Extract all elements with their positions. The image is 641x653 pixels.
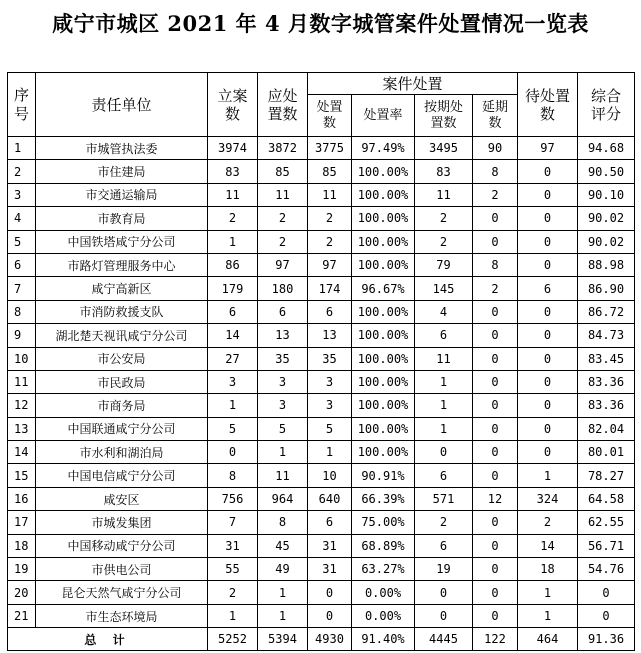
total-score: 91.36 xyxy=(578,628,635,651)
cell-filed: 83 xyxy=(208,160,258,183)
cell-filed: 756 xyxy=(208,487,258,510)
cell-handled: 10 xyxy=(308,464,352,487)
cell-due: 11 xyxy=(258,464,308,487)
cell-due: 35 xyxy=(258,347,308,370)
cell-delayed: 90 xyxy=(473,137,518,160)
cell-seq: 19 xyxy=(8,558,36,581)
cell-handled: 11 xyxy=(308,183,352,206)
cell-handled: 1 xyxy=(308,441,352,464)
cell-delayed: 12 xyxy=(473,487,518,510)
cell-filed: 3 xyxy=(208,370,258,393)
cell-filed: 86 xyxy=(208,253,258,276)
cell-unit: 咸安区 xyxy=(36,487,208,510)
cell-unit: 中国铁塔咸宁分公司 xyxy=(36,230,208,253)
cell-handled: 85 xyxy=(308,160,352,183)
cell-rate: 68.89% xyxy=(352,534,415,557)
cell-delayed: 0 xyxy=(473,581,518,604)
table-row xyxy=(8,347,635,370)
cell-score: 62.55 xyxy=(578,511,635,534)
cell-pending: 97 xyxy=(518,137,578,160)
cell-score: 0 xyxy=(578,581,635,604)
cell-pending: 2 xyxy=(518,511,578,534)
cell-delayed: 2 xyxy=(473,277,518,300)
cell-score: 90.50 xyxy=(578,160,635,183)
total-filed: 5252 xyxy=(208,628,258,651)
cell-rate: 97.49% xyxy=(352,137,415,160)
cell-handled: 3775 xyxy=(308,137,352,160)
cell-filed: 55 xyxy=(208,558,258,581)
cell-ontime: 0 xyxy=(415,441,473,464)
cell-handled: 3 xyxy=(308,370,352,393)
cell-ontime: 6 xyxy=(415,324,473,347)
cell-unit: 市交通运输局 xyxy=(36,183,208,206)
cell-delayed: 0 xyxy=(473,464,518,487)
cell-handled: 174 xyxy=(308,277,352,300)
cell-ontime: 19 xyxy=(415,558,473,581)
cell-seq: 2 xyxy=(8,160,36,183)
cell-ontime: 4 xyxy=(415,300,473,323)
cell-ontime: 0 xyxy=(415,604,473,627)
cell-filed: 1 xyxy=(208,230,258,253)
cell-unit: 市路灯管理服务中心 xyxy=(36,253,208,276)
cell-filed: 27 xyxy=(208,347,258,370)
cell-ontime: 79 xyxy=(415,253,473,276)
table-row xyxy=(8,558,635,581)
cell-score: 80.01 xyxy=(578,441,635,464)
cell-due: 13 xyxy=(258,324,308,347)
header-due: 应处置数 xyxy=(258,73,308,137)
cell-rate: 0.00% xyxy=(352,581,415,604)
header-ontime: 按期处置数 xyxy=(415,95,473,137)
cell-unit: 中国移动咸宁分公司 xyxy=(36,534,208,557)
cell-due: 49 xyxy=(258,558,308,581)
cell-unit: 市生态环境局 xyxy=(36,604,208,627)
cell-rate: 100.00% xyxy=(352,441,415,464)
cell-ontime: 11 xyxy=(415,183,473,206)
cell-delayed: 0 xyxy=(473,324,518,347)
cell-handled: 2 xyxy=(308,230,352,253)
cell-seq: 18 xyxy=(8,534,36,557)
cell-pending: 0 xyxy=(518,324,578,347)
cell-unit: 市住建局 xyxy=(36,160,208,183)
header-handled: 处置数 xyxy=(308,95,352,137)
cell-due: 2 xyxy=(258,230,308,253)
cell-seq: 10 xyxy=(8,347,36,370)
cell-rate: 100.00% xyxy=(352,207,415,230)
cell-unit: 市商务局 xyxy=(36,394,208,417)
cell-score: 90.02 xyxy=(578,230,635,253)
cell-seq: 4 xyxy=(8,207,36,230)
cell-pending: 0 xyxy=(518,417,578,440)
cell-filed: 14 xyxy=(208,324,258,347)
cell-delayed: 0 xyxy=(473,207,518,230)
table-row xyxy=(8,534,635,557)
total-delayed: 122 xyxy=(473,628,518,651)
cell-pending: 0 xyxy=(518,253,578,276)
cell-unit: 市水利和湖泊局 xyxy=(36,441,208,464)
cell-filed: 8 xyxy=(208,464,258,487)
cell-delayed: 0 xyxy=(473,441,518,464)
cell-unit: 咸宁高新区 xyxy=(36,277,208,300)
cell-pending: 0 xyxy=(518,230,578,253)
header-score: 综合评分 xyxy=(578,73,635,137)
cell-rate: 100.00% xyxy=(352,253,415,276)
cell-pending: 1 xyxy=(518,604,578,627)
table-row xyxy=(8,604,635,627)
cell-rate: 100.00% xyxy=(352,417,415,440)
cell-unit: 市供电公司 xyxy=(36,558,208,581)
total-rate: 91.40% xyxy=(352,628,415,651)
table-row xyxy=(8,417,635,440)
total-handled: 4930 xyxy=(308,628,352,651)
total-label: 总 计 xyxy=(8,628,208,651)
cell-delayed: 0 xyxy=(473,417,518,440)
cell-ontime: 0 xyxy=(415,581,473,604)
cell-filed: 2 xyxy=(208,207,258,230)
cell-rate: 63.27% xyxy=(352,558,415,581)
cell-handled: 640 xyxy=(308,487,352,510)
cell-delayed: 8 xyxy=(473,253,518,276)
cell-delayed: 0 xyxy=(473,230,518,253)
cell-seq: 6 xyxy=(8,253,36,276)
case-table xyxy=(7,72,635,651)
cell-pending: 0 xyxy=(518,300,578,323)
cell-handled: 0 xyxy=(308,604,352,627)
cell-due: 5 xyxy=(258,417,308,440)
cell-rate: 100.00% xyxy=(352,230,415,253)
table-row xyxy=(8,441,635,464)
cell-pending: 0 xyxy=(518,441,578,464)
cell-seq: 17 xyxy=(8,511,36,534)
total-ontime: 4445 xyxy=(415,628,473,651)
cell-score: 84.73 xyxy=(578,324,635,347)
cell-delayed: 8 xyxy=(473,160,518,183)
page-title: 咸宁市城区 2021 年 4 月数字城管案件处置情况一览表 xyxy=(52,11,589,36)
table-row xyxy=(8,324,635,347)
cell-handled: 13 xyxy=(308,324,352,347)
table-row xyxy=(8,207,635,230)
cell-pending: 0 xyxy=(518,394,578,417)
cell-score: 90.02 xyxy=(578,207,635,230)
cell-rate: 0.00% xyxy=(352,604,415,627)
cell-handled: 31 xyxy=(308,534,352,557)
cell-score: 54.76 xyxy=(578,558,635,581)
cell-rate: 100.00% xyxy=(352,324,415,347)
cell-due: 964 xyxy=(258,487,308,510)
header-seq: 序号 xyxy=(8,73,36,137)
cell-seq: 20 xyxy=(8,581,36,604)
cell-pending: 0 xyxy=(518,370,578,393)
header-filed: 立案数 xyxy=(208,73,258,137)
cell-unit: 昆仑天然气咸宁分公司 xyxy=(36,581,208,604)
table-row xyxy=(8,253,635,276)
cell-delayed: 0 xyxy=(473,370,518,393)
header-rate: 处置率 xyxy=(352,95,415,137)
cell-delayed: 0 xyxy=(473,604,518,627)
total-due: 5394 xyxy=(258,628,308,651)
cell-pending: 0 xyxy=(518,207,578,230)
cell-pending: 1 xyxy=(518,464,578,487)
cell-seq: 9 xyxy=(8,324,36,347)
table-row xyxy=(8,300,635,323)
cell-score: 78.27 xyxy=(578,464,635,487)
cell-filed: 11 xyxy=(208,183,258,206)
cell-rate: 100.00% xyxy=(352,183,415,206)
cell-filed: 1 xyxy=(208,604,258,627)
cell-ontime: 3495 xyxy=(415,137,473,160)
cell-unit: 中国电信咸宁分公司 xyxy=(36,464,208,487)
cell-score: 86.72 xyxy=(578,300,635,323)
cell-rate: 100.00% xyxy=(352,370,415,393)
cell-rate: 75.00% xyxy=(352,511,415,534)
cell-delayed: 2 xyxy=(473,183,518,206)
cell-ontime: 6 xyxy=(415,464,473,487)
cell-score: 90.10 xyxy=(578,183,635,206)
cell-filed: 1 xyxy=(208,394,258,417)
cell-ontime: 1 xyxy=(415,370,473,393)
cell-filed: 2 xyxy=(208,581,258,604)
table-row xyxy=(8,511,635,534)
cell-score: 56.71 xyxy=(578,534,635,557)
cell-ontime: 1 xyxy=(415,417,473,440)
cell-score: 64.58 xyxy=(578,487,635,510)
cell-handled: 6 xyxy=(308,511,352,534)
cell-score: 83.45 xyxy=(578,347,635,370)
header-group: 案件处置 xyxy=(308,73,518,95)
cell-score: 86.90 xyxy=(578,277,635,300)
cell-filed: 6 xyxy=(208,300,258,323)
cell-filed: 31 xyxy=(208,534,258,557)
cell-handled: 3 xyxy=(308,394,352,417)
table-row xyxy=(8,137,635,160)
cell-pending: 1 xyxy=(518,581,578,604)
cell-filed: 3974 xyxy=(208,137,258,160)
cell-delayed: 0 xyxy=(473,511,518,534)
cell-due: 2 xyxy=(258,207,308,230)
cell-delayed: 0 xyxy=(473,347,518,370)
cell-rate: 66.39% xyxy=(352,487,415,510)
cell-rate: 90.91% xyxy=(352,464,415,487)
cell-filed: 5 xyxy=(208,417,258,440)
cell-due: 3872 xyxy=(258,137,308,160)
cell-pending: 14 xyxy=(518,534,578,557)
cell-seq: 7 xyxy=(8,277,36,300)
cell-score: 88.98 xyxy=(578,253,635,276)
cell-seq: 5 xyxy=(8,230,36,253)
cell-rate: 100.00% xyxy=(352,347,415,370)
table-row xyxy=(8,183,635,206)
cell-rate: 100.00% xyxy=(352,160,415,183)
cell-seq: 14 xyxy=(8,441,36,464)
cell-due: 1 xyxy=(258,604,308,627)
cell-due: 180 xyxy=(258,277,308,300)
header-unit: 责任单位 xyxy=(36,73,208,137)
cell-delayed: 0 xyxy=(473,534,518,557)
cell-pending: 0 xyxy=(518,160,578,183)
cell-ontime: 145 xyxy=(415,277,473,300)
cell-unit: 市公安局 xyxy=(36,347,208,370)
cell-delayed: 0 xyxy=(473,394,518,417)
cell-score: 83.36 xyxy=(578,370,635,393)
cell-score: 82.04 xyxy=(578,417,635,440)
cell-handled: 2 xyxy=(308,207,352,230)
cell-seq: 12 xyxy=(8,394,36,417)
cell-unit: 市城发集团 xyxy=(36,511,208,534)
table-row xyxy=(8,464,635,487)
cell-unit: 市教育局 xyxy=(36,207,208,230)
cell-due: 1 xyxy=(258,581,308,604)
cell-filed: 0 xyxy=(208,441,258,464)
total-row xyxy=(8,628,635,651)
cell-score: 94.68 xyxy=(578,137,635,160)
cell-ontime: 6 xyxy=(415,534,473,557)
cell-due: 6 xyxy=(258,300,308,323)
cell-ontime: 1 xyxy=(415,394,473,417)
total-pending: 464 xyxy=(518,628,578,651)
table-row xyxy=(8,230,635,253)
header-pending: 待处置数 xyxy=(518,73,578,137)
table-row xyxy=(8,277,635,300)
cell-due: 85 xyxy=(258,160,308,183)
cell-delayed: 0 xyxy=(473,558,518,581)
cell-unit: 市民政局 xyxy=(36,370,208,393)
cell-pending: 0 xyxy=(518,183,578,206)
cell-handled: 5 xyxy=(308,417,352,440)
cell-score: 83.36 xyxy=(578,394,635,417)
cell-due: 1 xyxy=(258,441,308,464)
cell-handled: 31 xyxy=(308,558,352,581)
cell-due: 3 xyxy=(258,370,308,393)
cell-handled: 35 xyxy=(308,347,352,370)
table-row xyxy=(8,581,635,604)
cell-unit: 湖北楚天视讯咸宁分公司 xyxy=(36,324,208,347)
cell-seq: 1 xyxy=(8,137,36,160)
cell-ontime: 83 xyxy=(415,160,473,183)
cell-pending: 18 xyxy=(518,558,578,581)
cell-seq: 8 xyxy=(8,300,36,323)
cell-rate: 96.67% xyxy=(352,277,415,300)
cell-delayed: 0 xyxy=(473,300,518,323)
cell-due: 45 xyxy=(258,534,308,557)
cell-due: 97 xyxy=(258,253,308,276)
cell-ontime: 2 xyxy=(415,207,473,230)
cell-pending: 0 xyxy=(518,347,578,370)
cell-ontime: 571 xyxy=(415,487,473,510)
cell-ontime: 2 xyxy=(415,230,473,253)
table-row xyxy=(8,160,635,183)
table-row xyxy=(8,487,635,510)
cell-rate: 100.00% xyxy=(352,394,415,417)
cell-seq: 16 xyxy=(8,487,36,510)
cell-seq: 13 xyxy=(8,417,36,440)
cell-unit: 中国联通咸宁分公司 xyxy=(36,417,208,440)
cell-seq: 15 xyxy=(8,464,36,487)
cell-handled: 0 xyxy=(308,581,352,604)
cell-filed: 7 xyxy=(208,511,258,534)
header-delayed: 延期数 xyxy=(473,95,518,137)
cell-seq: 21 xyxy=(8,604,36,627)
cell-score: 0 xyxy=(578,604,635,627)
cell-unit: 市消防救援支队 xyxy=(36,300,208,323)
cell-pending: 324 xyxy=(518,487,578,510)
cell-handled: 6 xyxy=(308,300,352,323)
cell-rate: 100.00% xyxy=(352,300,415,323)
cell-seq: 3 xyxy=(8,183,36,206)
cell-ontime: 2 xyxy=(415,511,473,534)
cell-pending: 6 xyxy=(518,277,578,300)
table-row xyxy=(8,394,635,417)
cell-due: 11 xyxy=(258,183,308,206)
cell-ontime: 11 xyxy=(415,347,473,370)
cell-seq: 11 xyxy=(8,370,36,393)
cell-unit: 市城管执法委 xyxy=(36,137,208,160)
cell-filed: 179 xyxy=(208,277,258,300)
cell-due: 3 xyxy=(258,394,308,417)
table-row xyxy=(8,370,635,393)
cell-due: 8 xyxy=(258,511,308,534)
cell-handled: 97 xyxy=(308,253,352,276)
